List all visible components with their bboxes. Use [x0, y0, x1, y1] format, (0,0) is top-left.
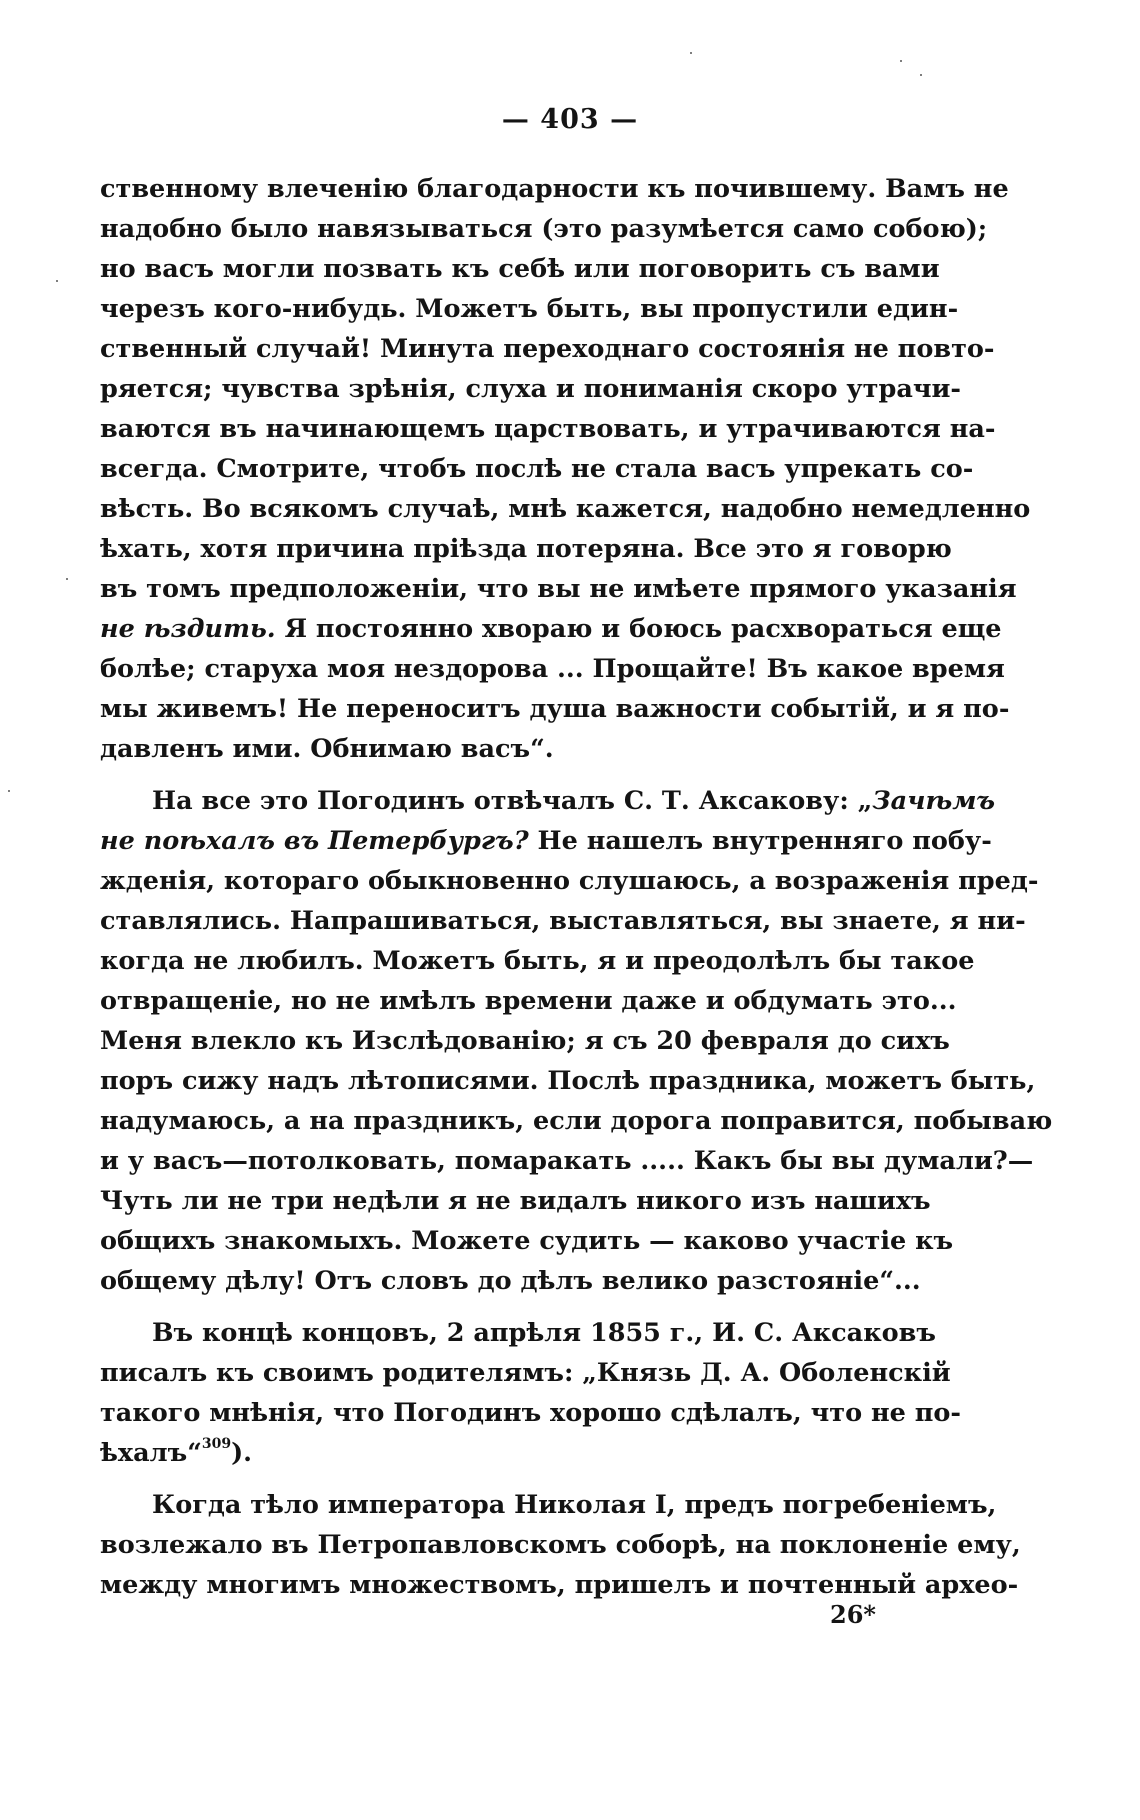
text-line: когда не любилъ. Можетъ быть, я и преодолѣлъ бы такое: [100, 946, 975, 976]
text-line: ставлялись. Напрашиваться, выставляться, вы знаете, я ни-: [100, 906, 1026, 936]
text-line: давленъ ими. Обнимаю васъ“.: [100, 734, 554, 764]
text-line: ственному влеченію благодарности къ почившему. Вамъ не: [100, 174, 1009, 204]
text-run: ).: [231, 1438, 253, 1468]
italic-phrase: не поѣхалъ въ Петербургъ?: [100, 826, 529, 856]
text-line: писалъ къ своимъ родителямъ: „Князь Д. А. Оболенскій: [100, 1358, 951, 1388]
printer-signature-mark: 26*: [830, 1600, 876, 1629]
text-line: надумаюсь, а на праздникъ, если дорога поправится, побываю: [100, 1106, 1053, 1136]
paragraph-letter-continuation: [100, 169, 1031, 769]
text-line: и у васъ—потолковать, помаракать ..... Какъ бы вы думали?—: [100, 1146, 1034, 1176]
print-speck: [690, 52, 692, 54]
italic-phrase: Зачѣмъ: [872, 786, 995, 816]
text-line: жденія, котораго обыкновенно слушаюсь, а возраженія пред-: [100, 866, 1039, 896]
italic-phrase: не ѣздить.: [100, 614, 276, 644]
paragraph-pogodin-reply: [100, 781, 1053, 1301]
text-run: ѣхалъ“: [100, 1438, 202, 1468]
text-line: ваются въ начинающемъ царствовать, и утрачиваются на-: [100, 414, 996, 444]
footnote-marker: 309: [201, 1436, 232, 1452]
text-line: ряется; чувства зрѣнія, слуха и пониманія скоро утрачи-: [100, 374, 961, 404]
text-line: вѣсть. Во всякомъ случаѣ, мнѣ кажется, надобно немедленно: [100, 494, 1031, 524]
text-line: Чуть ли не три недѣли я не видалъ никого изъ нашихъ: [100, 1186, 931, 1216]
text-run: На все это Погодинъ отвѣчалъ С. Т. Аксакову: „: [152, 786, 873, 816]
print-speck: [66, 578, 68, 580]
text-run: Я постоянно хвораю и боюсь расхвораться еще: [275, 614, 1002, 644]
print-speck: [8, 790, 10, 792]
text-line: болѣе; старуха моя нездорова ... Прощайте! Въ какое время: [100, 654, 1005, 684]
text-line: ѣхать, хотя причина пріѣзда потеряна. Все это я говорю: [100, 534, 952, 564]
text-line: въ томъ предположеніи, что вы не имѣете прямого указанія: [100, 574, 1017, 604]
paragraph-nicholas-funeral: [100, 1485, 1021, 1605]
text-line: надобно было навязываться (это разумѣется само собою);: [100, 214, 988, 244]
text-line: между многимъ множествомъ, пришелъ и почтенный архео-: [100, 1570, 1019, 1600]
text-line: всегда. Смотрите, чтобъ послѣ не стала васъ упрекать со-: [100, 454, 974, 484]
text-line: возлежало въ Петропавловскомъ соборѣ, на поклоненіе ему,: [100, 1530, 1021, 1560]
text-line: [100, 1433, 928, 1473]
text-run: Не нашелъ внутренняго побу-: [528, 826, 992, 856]
text-line: черезъ кого-нибудь. Можетъ быть, вы пропустили един-: [100, 294, 959, 324]
page-number: — 403 —: [501, 104, 639, 135]
text-line: Меня влекло къ Изслѣдованію; я съ 20 февраля до сихъ: [100, 1026, 950, 1056]
text-line: [100, 821, 992, 861]
text-line: [100, 609, 1002, 649]
text-line: общему дѣлу! Отъ словъ до дѣлъ велико разстояніе“...: [100, 1266, 921, 1296]
text-line: но васъ могли позвать къ себѣ или поговорить съ вами: [100, 254, 940, 284]
text-line: ственный случай! Минута переходнаго состоянія не повто-: [100, 334, 995, 364]
text-line: мы живемъ! Не переноситъ душа важности событій, и я по-: [100, 694, 1010, 724]
text-line: Въ концѣ концовъ, 2 апрѣля 1855 г., И. С. Аксаковъ: [152, 1318, 936, 1348]
body-text: [100, 169, 1053, 1605]
text-line: поръ сижу надъ лѣтописями. Послѣ праздника, можетъ быть,: [100, 1066, 1036, 1096]
text-line: Когда тѣло императора Николая I, предъ погребеніемъ,: [152, 1490, 997, 1520]
text-line: [100, 781, 995, 821]
text-line: отвращеніе, но не имѣлъ времени даже и обдумать это...: [100, 986, 957, 1016]
text-line: общихъ знакомыхъ. Можете судить — каково участіе къ: [100, 1226, 954, 1256]
print-speck: [900, 60, 902, 62]
paragraph-aksakov-letter: [100, 1313, 961, 1473]
text-line: такого мнѣнія, что Погодинъ хорошо сдѣлалъ, что не по-: [100, 1398, 961, 1428]
print-speck: [56, 280, 58, 282]
print-speck: [920, 74, 922, 76]
